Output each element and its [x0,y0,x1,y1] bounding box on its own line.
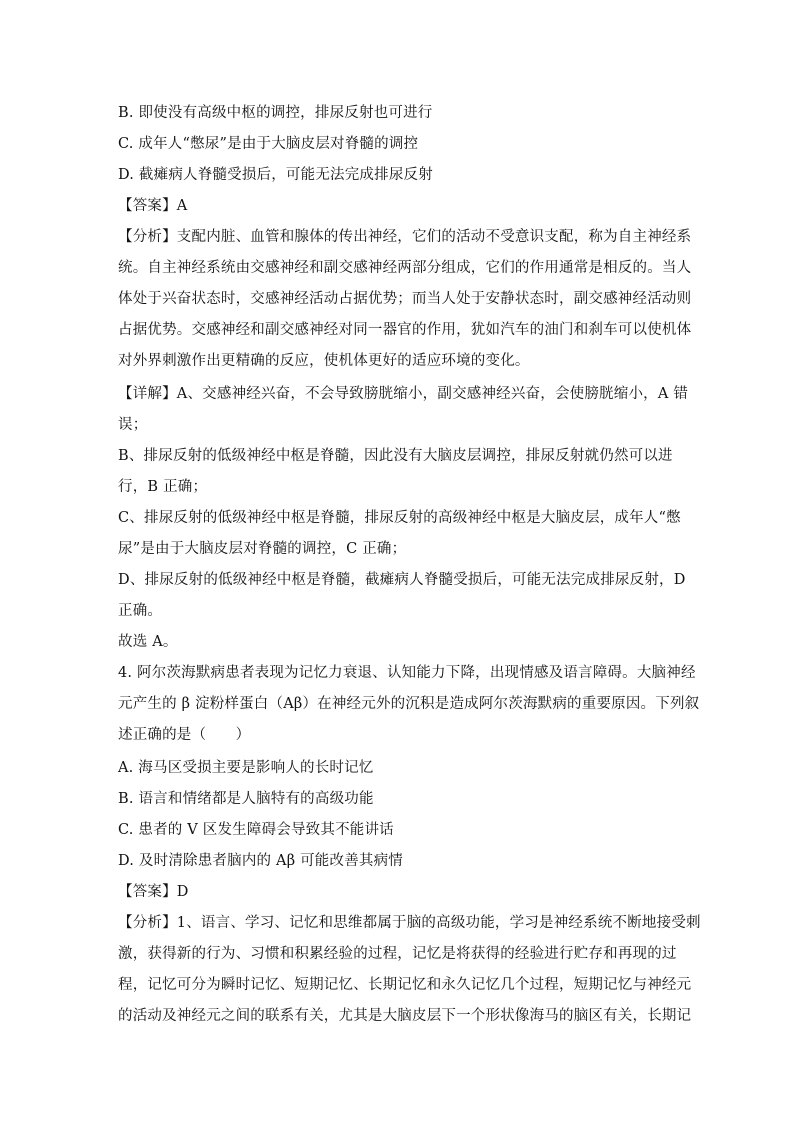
question-4-line: 元产生的 β 淀粉样蛋白（Aβ）在神经元外的沉积是造成阿尔茨海默病的重要原因。下列叙 [118,696,700,712]
analysis-line: 对外界刺激作出更精确的反应，使机体更好的适应环境的变化。 [118,353,530,369]
analysis-line: 的活动及神经元之间的联系有关，尤其是大脑皮层下一个形状像海马的脑区有关，长期记 [118,1008,692,1024]
option-d-line: D. 及时清除患者脑内的 Aβ 可能改善其病情 [118,853,403,869]
detail-line: 正确。 [118,603,163,619]
conclusion-line: 故选 A。 [118,634,178,650]
detail-line: 行，B 正确； [118,479,208,495]
question-4-line: 4. 阿尔茨海默病患者表现为记忆力衰退、认知能力下降，出现情感及语言障碍。大脑神经 [118,665,696,681]
option-d-line: D. 截瘫病人脊髓受损后，可能无法完成排尿反射 [118,167,433,183]
detail-line: B、排尿反射的低级神经中枢是脊髓，因此没有大脑皮层调控，排尿反射就仍然可以进 [118,448,673,464]
detail-line: 尿”是由于大脑皮层对脊髓的调控，C 正确； [118,541,407,557]
detail-line: 误； [118,417,148,433]
answer-line: 【答案】D [118,884,189,900]
answer-line: 【答案】A [118,198,188,214]
option-c-line: C. 成年人“憋尿”是由于大脑皮层对脊髓的调控 [118,136,419,152]
detail-line: 【详解】A、交感神经兴奋，不会导致膀胱缩小，副交感神经兴奋，会使膀胱缩小，A 错 [118,386,689,402]
option-c-line: C. 患者的 V 区发生障碍会导致其不能讲话 [118,822,394,838]
question-4-line: 述正确的是（ ） [118,727,251,743]
option-b-line: B. 语言和情绪都是人脑特有的高级功能 [118,791,374,807]
analysis-line: 占据优势。交感神经和副交感神经对同一器官的作用，犹如汽车的油门和刹车可以使机体 [118,322,692,338]
analysis-line: 程，记忆可分为瞬时记忆、短期记忆、长期记忆和永久记忆几个过程，短期记忆与神经元 [118,977,692,993]
detail-line: D、排尿反射的低级神经中枢是脊髓，截瘫病人脊髓受损后，可能无法完成排尿反射，D [118,572,686,588]
option-a-line: A. 海马区受损主要是影响人的长时记忆 [118,760,374,776]
option-b-line: B. 即使没有高级中枢的调控，排尿反射也可进行 [118,105,433,121]
detail-line: C、排尿反射的低级神经中枢是脊髓，排尿反射的高级神经中枢是大脑皮层，成年人“憋 [118,510,681,526]
analysis-line: 统。自主神经系统由交感神经和副交感神经两部分组成，它们的作用通常是相反的。当人 [118,260,692,276]
analysis-line: 体处于兴奋状态时，交感神经活动占据优势；而当人处于安静状态时，副交感神经活动则 [118,291,692,307]
analysis-line: 激，获得新的行为、习惯和积累经验的过程，记忆是将获得的经验进行贮存和再现的过 [118,946,677,962]
analysis-line: 【分析】1、语言、学习、记忆和思维都属于脑的高级功能，学习是神经系统不断地接受刺 [118,915,701,931]
analysis-line: 【分析】支配内脏、血管和腺体的传出神经，它们的活动不受意识支配，称为自主神经系 [118,229,692,245]
